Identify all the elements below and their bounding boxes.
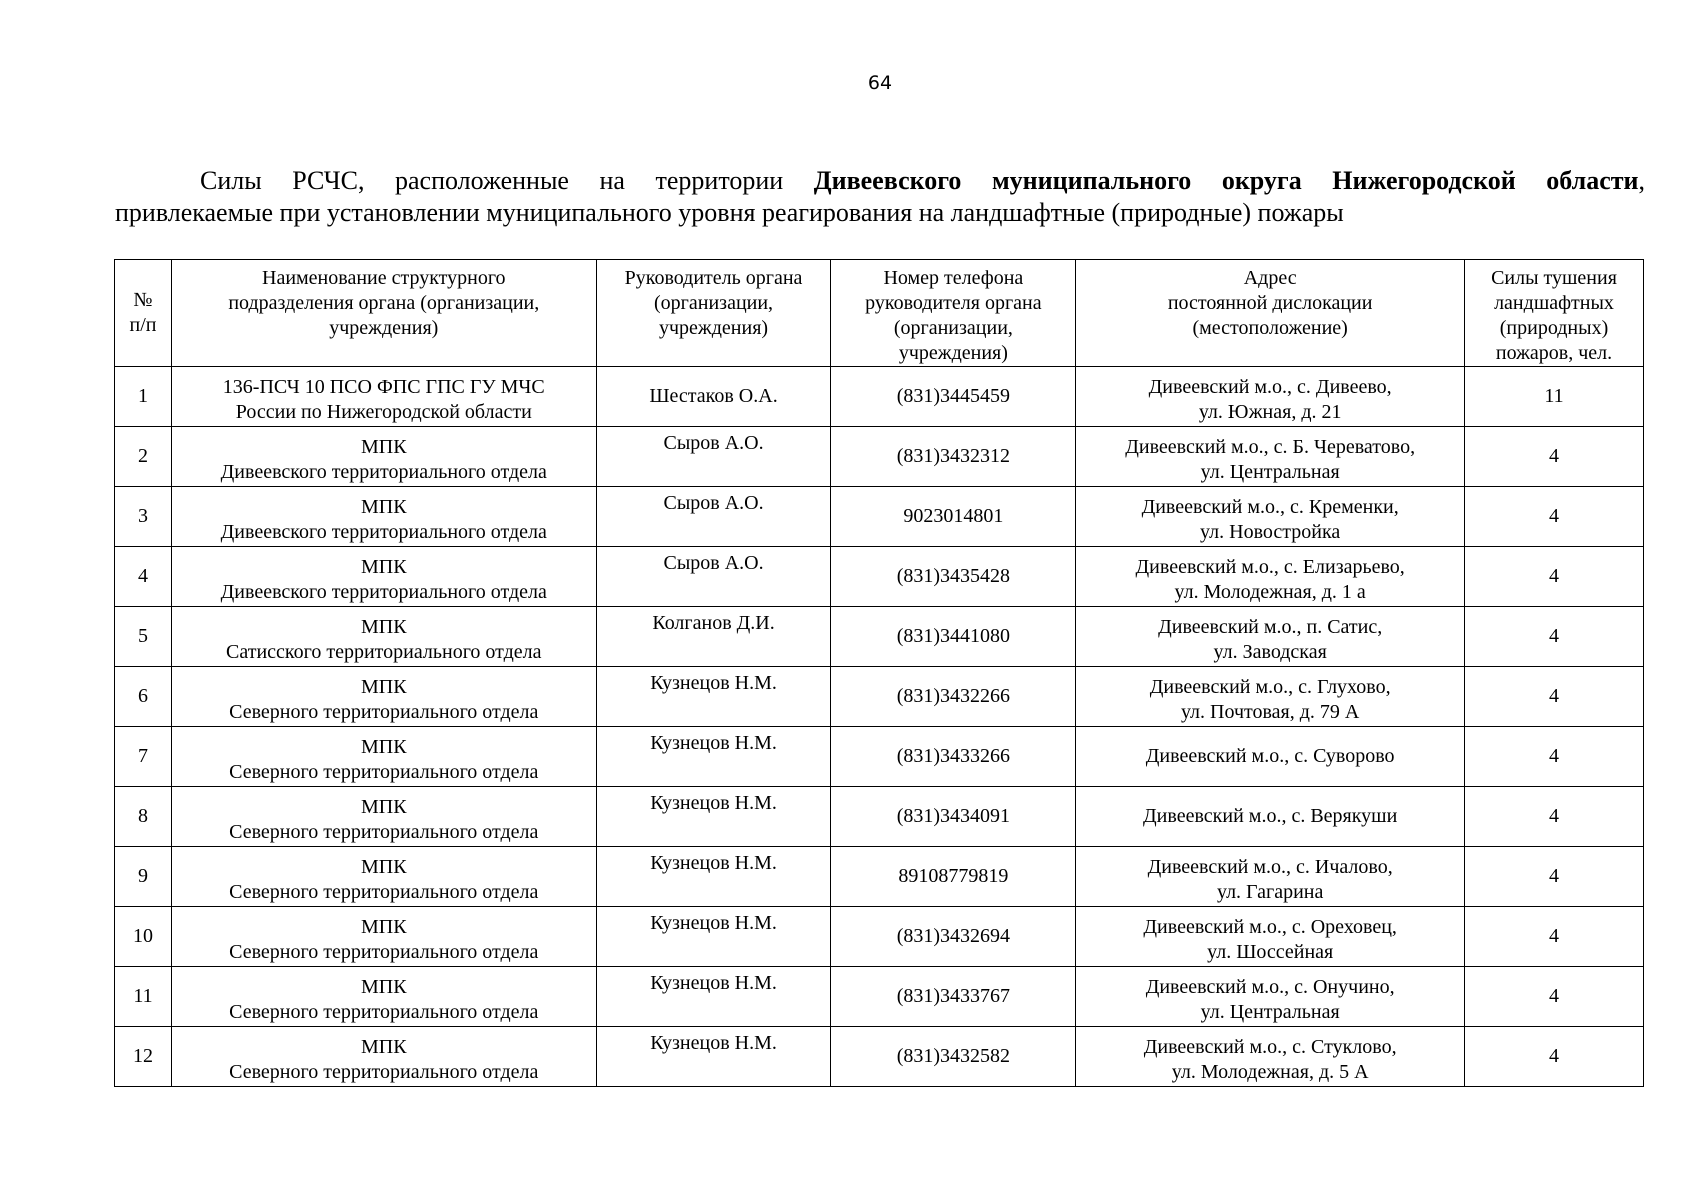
cell-address-line-1: Дивеевский м.о., с. Дивеево, <box>1148 376 1392 398</box>
cell-organization <box>171 727 596 787</box>
cell-phone: (831)3432312 <box>831 427 1076 487</box>
cell-num: 6 <box>115 667 172 727</box>
header-head-line: учреждения) <box>659 317 769 339</box>
cell-organization <box>171 787 596 847</box>
cell-phone: 9023014801 <box>831 487 1076 547</box>
cell-organization-line-1: МПК <box>360 496 407 518</box>
cell-organization-line-2: Дивеевского территориального отдела <box>220 461 547 483</box>
cell-organization-line-2: Северного территориального отдела <box>229 761 539 783</box>
cell-head: Сыров А.О. <box>596 487 831 547</box>
document-title <box>115 165 1645 229</box>
cell-address-line-2: ул. Центральная <box>1200 1001 1340 1023</box>
header-address-line: Адрес <box>1243 267 1297 289</box>
cell-phone: (831)3433767 <box>831 967 1076 1027</box>
cell-address <box>1076 607 1465 667</box>
cell-organization-line-1: МПК <box>360 616 407 638</box>
cell-address-line-2: ул. Заводская <box>1213 641 1327 663</box>
forces-table <box>114 259 1644 1087</box>
cell-organization <box>171 1027 596 1087</box>
cell-address-line-1: Дивеевский м.о., с. Ичалово, <box>1147 856 1393 878</box>
header-phone-line: Номер телефона <box>883 267 1024 289</box>
cell-organization-line-1: МПК <box>360 736 407 758</box>
header-name-line: Наименование структурного <box>262 267 506 289</box>
header-name-line: учреждения) <box>329 317 439 339</box>
cell-address-line-1: Дивеевский м.о., с. Стуклово, <box>1143 1036 1397 1058</box>
cell-organization-line-2: Северного территориального отдела <box>229 1061 539 1083</box>
cell-address-line-1: Дивеевский м.о., с. Елизарьево, <box>1135 556 1405 578</box>
cell-address: Дивеевский м.о., с. Суворово <box>1076 727 1465 787</box>
cell-num: 12 <box>115 1027 172 1087</box>
header-name-line: подразделения органа (организации, <box>228 292 540 314</box>
cell-address-line-2: ул. Молодежная, д. 1 а <box>1174 581 1366 603</box>
table-row <box>115 427 1644 487</box>
cell-address-line-1: Дивеевский м.о., с. Глухово, <box>1149 676 1391 698</box>
cell-organization <box>171 607 596 667</box>
header-phone-line: (организации, <box>893 317 1013 339</box>
cell-organization <box>171 367 596 427</box>
header-num-line: п/п <box>129 314 157 336</box>
table-body <box>115 367 1644 1087</box>
cell-num: 1 <box>115 367 172 427</box>
header-head-line: (организации, <box>654 292 774 314</box>
cell-organization <box>171 487 596 547</box>
title-part-1: Силы РСЧС, расположенные на территории <box>200 166 814 195</box>
cell-phone: (831)3435428 <box>831 547 1076 607</box>
cell-organization-line-2: Северного территориального отдела <box>229 881 539 903</box>
cell-forces: 4 <box>1465 787 1644 847</box>
table-row <box>115 967 1644 1027</box>
cell-head: Сыров А.О. <box>596 427 831 487</box>
cell-forces: 4 <box>1465 967 1644 1027</box>
cell-organization <box>171 427 596 487</box>
header-address <box>1076 260 1465 367</box>
cell-forces: 4 <box>1465 487 1644 547</box>
page-number: 64 <box>867 72 893 94</box>
title-line-1 <box>115 165 1645 197</box>
cell-forces: 4 <box>1465 427 1644 487</box>
table-row <box>115 727 1644 787</box>
title-bold-region: Дивеевского муниципального округа Нижегородской области <box>813 166 1639 195</box>
cell-phone: (831)3432266 <box>831 667 1076 727</box>
cell-num: 7 <box>115 727 172 787</box>
header-forces-line: пожаров, чел. <box>1495 342 1613 364</box>
table-row <box>115 367 1644 427</box>
cell-organization-line-2: Северного территориального отдела <box>229 941 539 963</box>
cell-organization-line-1: МПК <box>360 916 407 938</box>
cell-head: Кузнецов Н.М. <box>596 967 831 1027</box>
cell-organization-line-2: России по Нижегородской области <box>235 401 532 423</box>
cell-organization-line-1: МПК <box>360 676 407 698</box>
cell-forces: 4 <box>1465 907 1644 967</box>
cell-forces: 4 <box>1465 1027 1644 1087</box>
cell-address-line-1: Дивеевский м.о., п. Сатис, <box>1158 616 1383 638</box>
header-address-line: (местоположение) <box>1192 317 1348 339</box>
cell-head: Кузнецов Н.М. <box>596 727 831 787</box>
header-forces-line: ландшафтных <box>1494 292 1614 314</box>
cell-organization-line-2: Дивеевского территориального отдела <box>220 521 547 543</box>
cell-forces: 4 <box>1465 607 1644 667</box>
cell-address: Дивеевский м.о., с. Верякуши <box>1076 787 1465 847</box>
cell-num: 4 <box>115 547 172 607</box>
cell-head: Кузнецов Н.М. <box>596 667 831 727</box>
cell-organization-line-1: МПК <box>360 436 407 458</box>
table-row <box>115 847 1644 907</box>
table-row <box>115 607 1644 667</box>
cell-num: 2 <box>115 427 172 487</box>
table-row <box>115 1027 1644 1087</box>
cell-address <box>1076 367 1465 427</box>
cell-forces: 4 <box>1465 667 1644 727</box>
header-num-line: № <box>133 289 153 311</box>
cell-address-line-2: ул. Шоссейная <box>1207 941 1334 963</box>
cell-address-line-1: Дивеевский м.о., с. Кременки, <box>1141 496 1399 518</box>
title-line-2: привлекаемые при установлении муниципального уровня реагирования на ландшафтные (природные) пожары <box>115 198 1344 227</box>
cell-head: Кузнецов Н.М. <box>596 907 831 967</box>
cell-num: 11 <box>115 967 172 1027</box>
cell-num: 8 <box>115 787 172 847</box>
cell-address <box>1076 967 1465 1027</box>
cell-organization-line-1: МПК <box>360 556 407 578</box>
cell-organization-line-2: Северного территориального отдела <box>229 1001 539 1023</box>
cell-organization <box>171 547 596 607</box>
cell-address <box>1076 847 1465 907</box>
cell-address <box>1076 907 1465 967</box>
cell-forces: 4 <box>1465 547 1644 607</box>
cell-organization-line-1: МПК <box>360 796 407 818</box>
cell-num: 9 <box>115 847 172 907</box>
cell-phone: (831)3433266 <box>831 727 1076 787</box>
cell-head: Сыров А.О. <box>596 547 831 607</box>
cell-address-line-2: ул. Новостройка <box>1200 521 1341 543</box>
cell-address-line-1: Дивеевский м.о., с. Онучино, <box>1145 976 1395 998</box>
cell-address-line-2: ул. Южная, д. 21 <box>1198 401 1342 423</box>
cell-forces: 4 <box>1465 847 1644 907</box>
cell-address-line-2: ул. Гагарина <box>1216 881 1324 903</box>
cell-phone: (831)3434091 <box>831 787 1076 847</box>
cell-head: Кузнецов Н.М. <box>596 847 831 907</box>
cell-address <box>1076 547 1465 607</box>
cell-phone: (831)3432694 <box>831 907 1076 967</box>
header-forces-line: Силы тушения <box>1491 267 1617 289</box>
cell-phone: (831)3441080 <box>831 607 1076 667</box>
cell-phone: (831)3432582 <box>831 1027 1076 1087</box>
table-header-row <box>115 260 1644 367</box>
cell-address-line-2: ул. Почтовая, д. 79 А <box>1180 701 1360 723</box>
cell-organization-line-2: Северного территориального отдела <box>229 701 539 723</box>
cell-address-line-1: Дивеевский м.о., с. Ореховец, <box>1143 916 1397 938</box>
cell-head: Колганов Д.И. <box>596 607 831 667</box>
cell-address <box>1076 667 1465 727</box>
header-forces-line: (природных) <box>1499 317 1609 339</box>
cell-organization <box>171 847 596 907</box>
cell-address-line-1: Дивеевский м.о., с. Б. Череватово, <box>1125 436 1416 458</box>
header-phone-line: руководителя органа <box>865 292 1042 314</box>
cell-organization-line-1: МПК <box>360 1036 407 1058</box>
cell-address <box>1076 1027 1465 1087</box>
cell-head: Кузнецов Н.М. <box>596 787 831 847</box>
header-forces <box>1465 260 1644 367</box>
cell-organization-line-1: МПК <box>360 856 407 878</box>
table-row <box>115 487 1644 547</box>
cell-forces: 4 <box>1465 727 1644 787</box>
cell-organization <box>171 667 596 727</box>
table-row <box>115 667 1644 727</box>
cell-address-line-2: ул. Молодежная, д. 5 А <box>1171 1061 1369 1083</box>
cell-phone: (831)3445459 <box>831 367 1076 427</box>
header-name <box>171 260 596 367</box>
cell-organization-line-1: 136-ПСЧ 10 ПСО ФПС ГПС ГУ МЧС <box>222 376 545 398</box>
table-row <box>115 907 1644 967</box>
header-head <box>596 260 831 367</box>
cell-organization-line-2: Дивеевского территориального отдела <box>220 581 547 603</box>
table-row <box>115 547 1644 607</box>
cell-address-line-2: ул. Центральная <box>1200 461 1340 483</box>
header-address-line: постоянной дислокации <box>1167 292 1373 314</box>
cell-head: Кузнецов Н.М. <box>596 1027 831 1087</box>
header-num <box>115 260 172 367</box>
cell-num: 5 <box>115 607 172 667</box>
header-head-line: Руководитель органа <box>624 267 803 289</box>
cell-num: 3 <box>115 487 172 547</box>
cell-phone: 89108779819 <box>831 847 1076 907</box>
cell-organization-line-2: Сатисского территориального отдела <box>226 641 542 663</box>
table-row <box>115 787 1644 847</box>
cell-address <box>1076 487 1465 547</box>
header-phone <box>831 260 1076 367</box>
cell-address <box>1076 427 1465 487</box>
cell-organization <box>171 967 596 1027</box>
cell-organization-line-2: Северного территориального отдела <box>229 821 539 843</box>
cell-organization-line-1: МПК <box>360 976 407 998</box>
cell-num: 10 <box>115 907 172 967</box>
title-part-2: , <box>1638 166 1645 195</box>
cell-head: Шестаков О.А. <box>596 367 831 427</box>
cell-forces: 11 <box>1465 367 1644 427</box>
cell-organization <box>171 907 596 967</box>
header-phone-line: учреждения) <box>898 342 1008 364</box>
